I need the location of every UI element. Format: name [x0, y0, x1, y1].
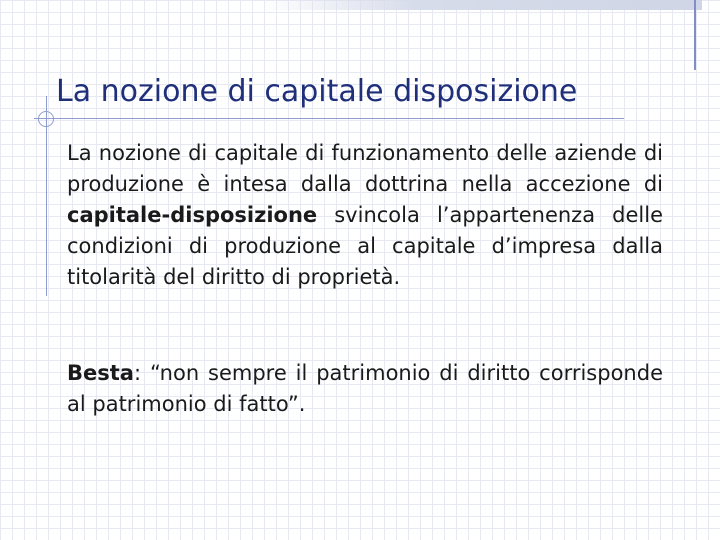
decorative-top-band: [262, 0, 702, 10]
quote-author: Besta: [67, 361, 134, 385]
decorative-right-line: [694, 0, 696, 70]
slide-title: La nozione di capitale disposizione: [56, 74, 578, 109]
paragraph-text-after: svincola l’appartenenza delle condizioni di produzione al capitale d’impresa dalla titolarità del diritto di proprietà.: [67, 203, 663, 289]
quote-separator: :: [133, 361, 150, 385]
crosshair-circle-icon: [38, 111, 54, 127]
title-underline: [34, 118, 624, 119]
paragraph-besta-quote: [67, 358, 663, 420]
paragraph-text-before: La nozione di capitale di funzionamento delle aziende di produzione è intesa dalla dottrina nella accezione di: [67, 141, 663, 196]
quote-text: “non sempre il patrimonio di diritto corrisponde al patrimonio di fatto”.: [67, 361, 663, 416]
paragraph-capitale-disposizione: [67, 138, 663, 293]
emphasized-term: capitale-disposizione: [67, 203, 318, 227]
